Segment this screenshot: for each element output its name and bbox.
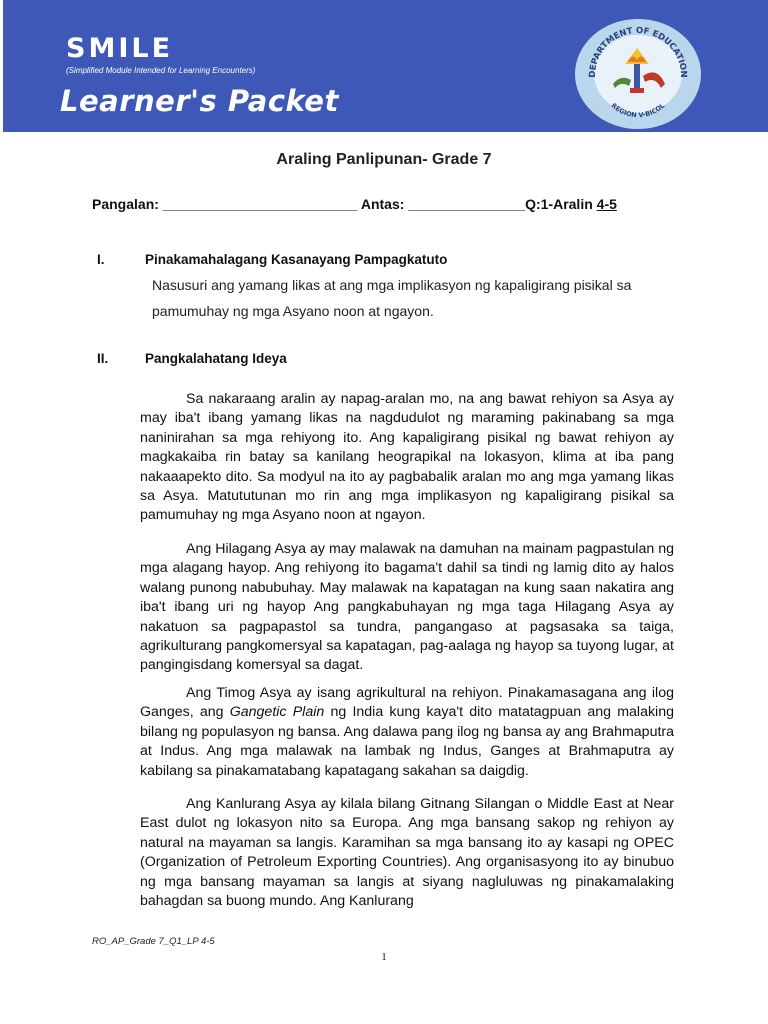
section-2-number: II. bbox=[97, 351, 109, 366]
brand-logo-text: SMILE bbox=[66, 33, 174, 64]
paragraph-north-asia-text: Ang Hilagang Asya ay may malawak na damuhan na mainam pagpastulan ng mga alagang hayop. Ang rehiyong ito bagama't dahil sa tindi ng lamig dito ay halos walang punong nabubuhay. May malawak na kapatagan na kung saan nakatira ang iba't ibang uri ng hayop Ang pangkabuhayan ng mga taga Hilagang Asya ay nakatuon sa pagpapastol sa tundra, pangangaso at pagsasaka sa taiga, agrikulturang pangkomersyal sa kapatagan, pag-aalaga ng hayop sa tuyong lugar, at pangingisdang komersyal sa dagat. bbox=[140, 541, 674, 674]
deped-seal-logo bbox=[573, 18, 703, 130]
level-field-blank: _______________ bbox=[408, 196, 526, 212]
name-label: Pangalan: bbox=[92, 196, 159, 212]
paragraph-intro-text: Sa nakaraang aralin ay napag-aralan mo, na ang bawat rehiyon sa Asya ay may iba't ibang yamang likas na nagdudulot ng maraming pakinabang sa mga naninirahan sa mga rehiyong ito. Ang kapaligirang pisikal ng bawat rehiyon ay magkakaiba rin batay sa kanilang heograpikal na lokasyon, klima at iba pang nakaaapekto dito. Sa modyul na ito ay pagbabalik aralan mo ang mga yamang likas sa Asya. Matututunan mo rin ang mga implikasyon ng kapaligirang pisikal sa pamumuhay ng mga Asyano noon at ngayon. bbox=[140, 391, 674, 524]
paragraph-intro bbox=[140, 390, 674, 526]
header-banner bbox=[3, 0, 768, 132]
paragraph-west-asia-text: Ang Kanlurang Asya ay kilala bilang Gitnang Silangan o Middle East at Near East dulot ng lokasyon nito sa Europa. Ang mga bansang sakop ng rehiyon ay natural na mayaman sa langis. Karamihan sa mga bansang ito ay kasapi ng OPEC (Organization of Petroleum Exporting Countries). Ang organisasyong ito ay binubuo ng mga bansang mayaman sa langis at siyang nagluluwas ng pinakamalaking bahagdan sa buong mundo. Ang Kanlurang bbox=[140, 796, 674, 910]
paragraph-north-asia bbox=[140, 540, 674, 676]
paragraph-south-asia-text-start: Ang Timog Asya ay isang agrikultural na rehiyon. Pinakamasagana ang ilog Ganges, ang bbox=[140, 685, 674, 721]
paragraph-west-asia bbox=[140, 795, 674, 911]
footer-document-code: RO_AP_Grade 7_Q1_LP 4-5 bbox=[92, 936, 215, 947]
section-2-title: Pangkalahatang Ideya bbox=[145, 351, 287, 366]
quarter-label: Q:1-Aralin bbox=[525, 196, 593, 212]
seal-bottom-text: REGION V-BICOL bbox=[609, 101, 667, 120]
page-number: 1 bbox=[381, 951, 387, 963]
learning-competency-text: Nasusuri ang yamang likas at ang mga implikasyon ng kapaligirang pisikal sa pamumuhay ng mga Asyano noon at ngayon. bbox=[152, 277, 632, 319]
paragraph-south-asia bbox=[140, 684, 674, 781]
packet-title: Learner's Packet bbox=[60, 84, 339, 118]
name-field-blank: _________________________ bbox=[162, 196, 358, 212]
section-1-number: I. bbox=[97, 252, 105, 267]
student-info-line bbox=[92, 196, 617, 212]
paragraph-south-asia-text-end: ng India kung kaya't dito matatagpuan ang malaking bilang ng populasyon ng bansa. Ang dalawa pang ilog ng bansa ay ang Brahmaputra at Indus. Ang mga malawak na lambak ng Indus, Ganges at Brahmaputra ay kabilang sa pinakamatabang kapatagang sakahan sa daigdig. bbox=[140, 704, 675, 779]
seal-top-text: DEPARTMENT OF EDUCATION bbox=[587, 25, 689, 78]
gangetic-plain-term: Gangetic Plain bbox=[229, 704, 325, 721]
section-1-title: Pinakamahalagang Kasanayang Pampagkatuto bbox=[145, 252, 448, 267]
level-label: Antas: bbox=[360, 196, 405, 212]
lesson-number: 4-5 bbox=[596, 196, 617, 212]
brand-subtitle: (Simplified Module Intended for Learning Encounters) bbox=[66, 66, 256, 75]
document-title: Araling Panlipunan- Grade 7 bbox=[276, 151, 492, 168]
